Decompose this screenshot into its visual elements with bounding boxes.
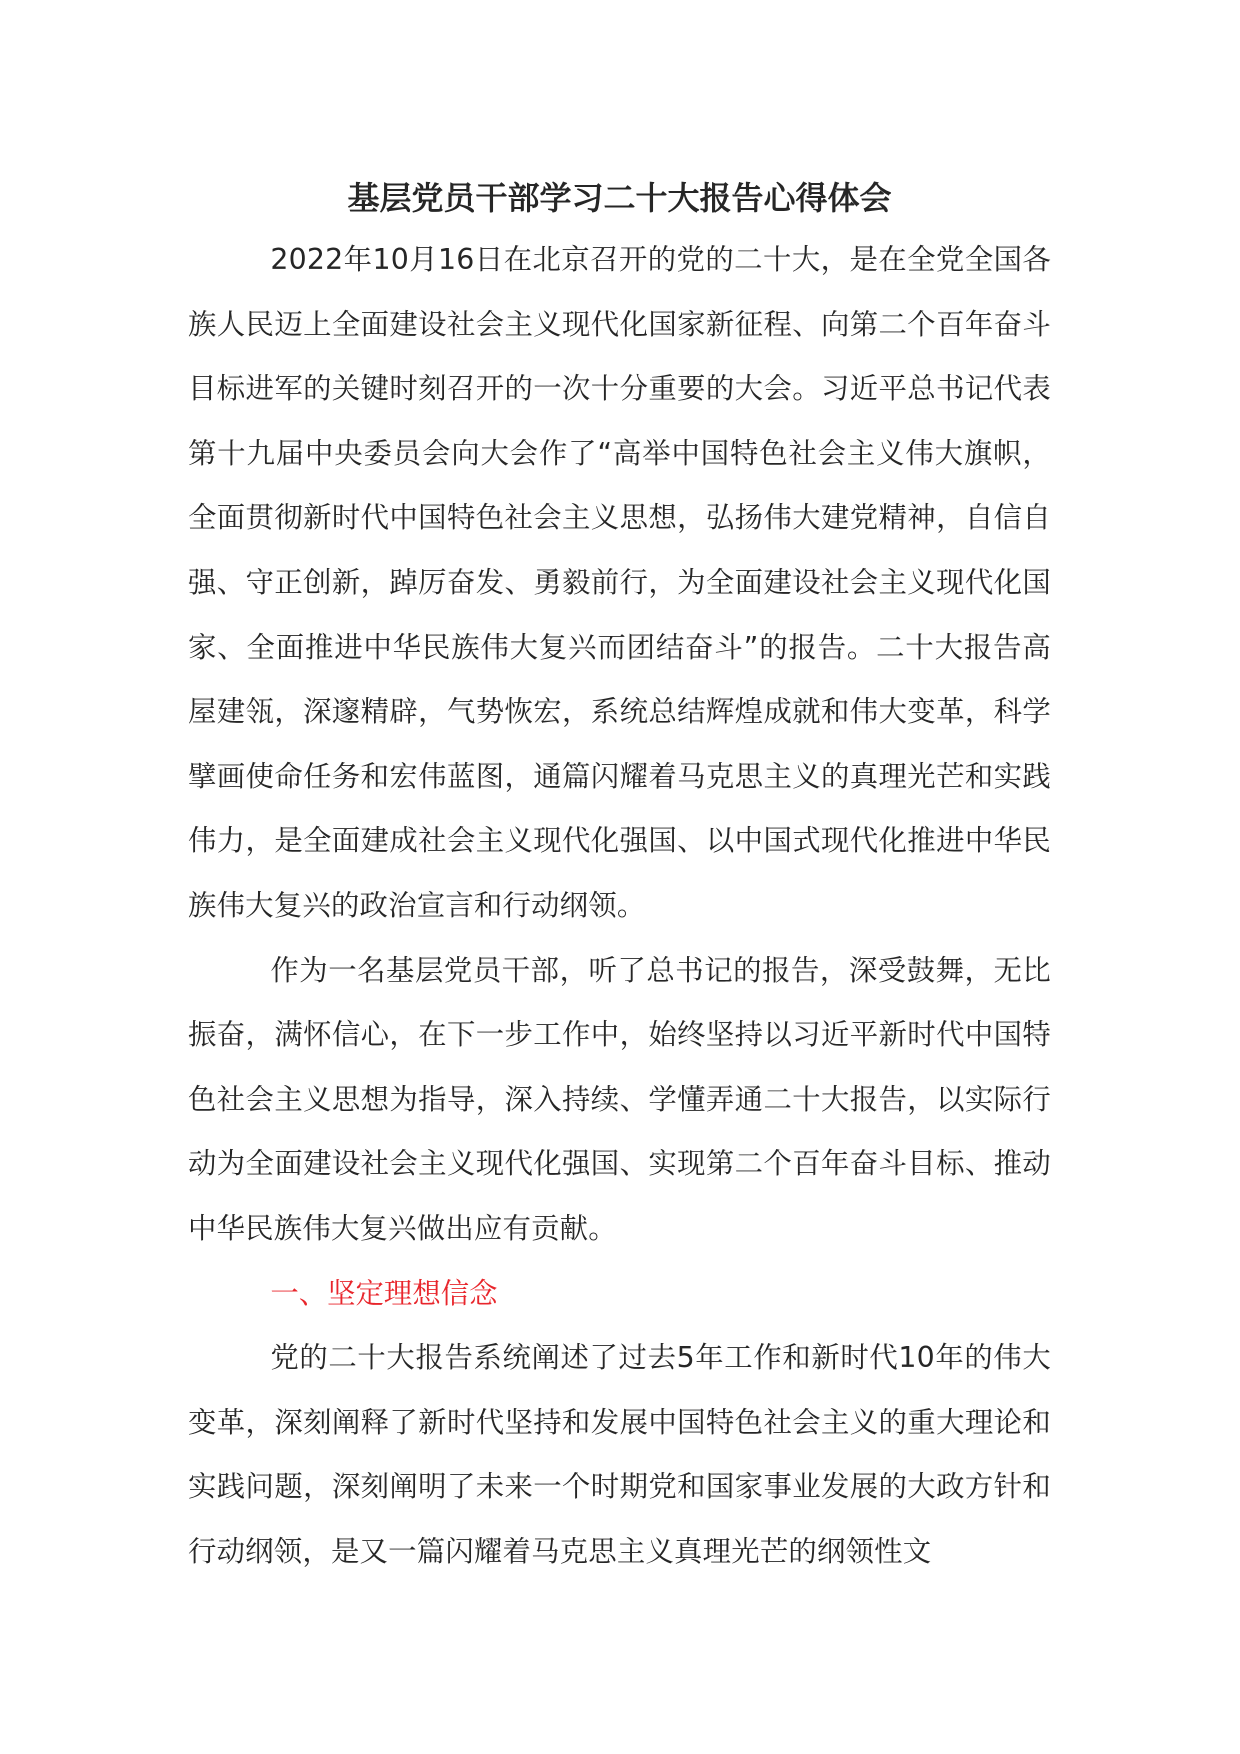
paragraph-commitment: 作为一名基层党员干部，听了总书记的报告，深受鼓舞，无比振奋，满怀信心，在下一步工作中，始终坚持以习近平新时代中国特色社会主义思想为指导，深入持续、学懂弄通二十大报告，以实际行动为全面建设社会主义现代化强国、实现第二个百年奋斗目标、推动中华民族伟大复兴做出应有贡献。 (188, 953, 1051, 1245)
document-body (188, 168, 1051, 1584)
section-heading: 一、坚定理想信念 (270, 1276, 498, 1310)
section-paragraph: 党的二十大报告系统阐述了过去5年工作和新时代10年的伟大变革，深刻阐释了新时代坚持和发展中国特色社会主义的重大理论和实践问题，深刻阐明了未来一个时期党和国家事业发展的大政方针和行动纲领，是又一篇闪耀着马克思主义真理光芒的纲领性文 (188, 1341, 1051, 1568)
document-title: 基层党员干部学习二十大报告心得体会 (347, 179, 892, 217)
paragraph-intro: 2022年10月16日在北京召开的党的二十大，是在全党全国各族人民迈上全面建设社会主义现代化国家新征程、向第二个百年奋斗目标进军的关键时刻召开的一次十分重要的大会。习近平总书记代表第十九届中央委员会向大会作了“高举中国特色社会主义伟大旗帜，全面贯彻新时代中国特色社会主义思想，弘扬伟大建党精神，自信自强、守正创新，踔厉奋发、勇毅前行，为全面建设社会主义现代化国家、全面推进中华民族伟大复兴而团结奋斗”的报告。二十大报告高屋建瓴，深邃精辟，气势恢宏，系统总结辉煌成就和伟大变革，科学擘画使命任务和宏伟蓝图，通篇闪耀着马克思主义的真理光芒和实践伟力，是全面建成社会主义现代化强国、以中国式现代化推进中华民族伟大复兴的政治宣言和行动纲领。 (188, 243, 1051, 922)
